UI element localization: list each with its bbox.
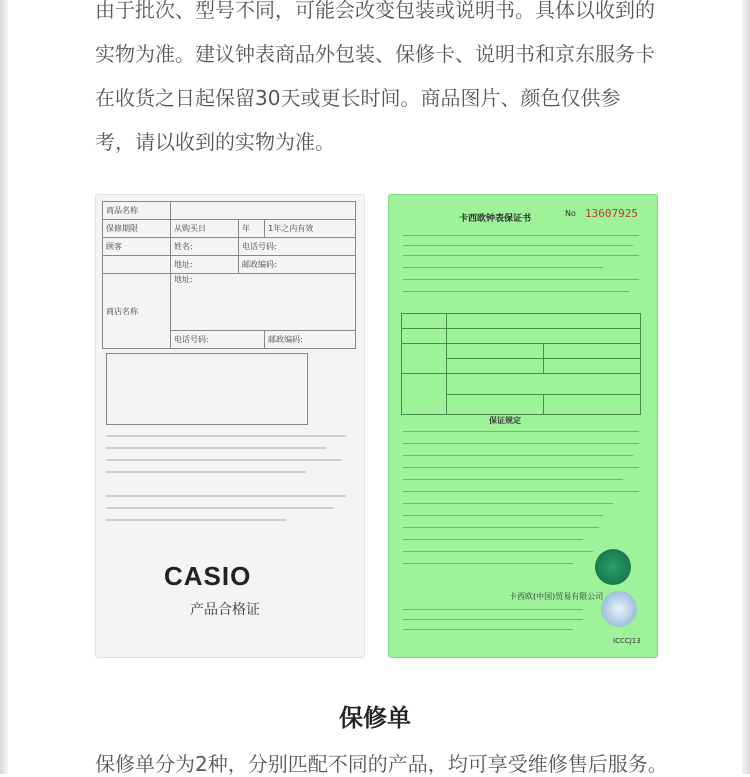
warranty-form-table	[401, 313, 641, 415]
intro-line: 考，请以收到的实物为准。	[95, 130, 335, 154]
table-cell	[171, 202, 356, 220]
printed-text-line	[403, 609, 583, 610]
table-cell: 年	[239, 220, 265, 238]
intro-paragraph	[95, 0, 670, 164]
printed-text-line	[403, 443, 639, 444]
table-cell	[402, 314, 447, 329]
faded-text-line	[106, 471, 306, 473]
table-cell: 邮政编码:	[265, 331, 356, 349]
table-cell	[402, 374, 447, 415]
printed-text-line	[403, 503, 613, 504]
hologram-sticker-icon	[601, 591, 637, 627]
hologram-seal-icon	[595, 549, 631, 585]
table-cell	[402, 344, 447, 374]
certificate-label: 产品合格证	[190, 602, 260, 618]
company-name: 卡西欧(中国)贸易有限公司	[509, 592, 604, 601]
printed-text-line	[403, 527, 599, 528]
faded-text-line	[106, 459, 342, 461]
table-cell	[447, 314, 641, 329]
right-frame-border	[742, 0, 750, 774]
casio-logo: CASIO	[164, 561, 252, 591]
warranty-card-title: 卡西欧钟表保证书	[459, 214, 532, 224]
warranty-rules-title: 保证规定	[489, 416, 521, 425]
printed-text-line	[403, 431, 639, 432]
printed-text-line	[403, 267, 603, 268]
table-cell	[103, 256, 171, 274]
casio-certificate-image	[95, 194, 365, 658]
faded-text-line	[106, 447, 326, 449]
printed-text-line	[403, 235, 639, 236]
section-caption: 保修单	[339, 704, 411, 732]
table-cell: 地址:	[171, 256, 239, 274]
printed-text-line	[403, 629, 573, 630]
intro-line: 由于批次、型号不同，可能会改变包装或说明书。具体以收到的	[95, 0, 655, 22]
table-cell: 商店名称	[103, 274, 171, 349]
printed-text-line	[403, 551, 593, 552]
printed-text-line	[403, 479, 623, 480]
table-cell	[447, 359, 544, 374]
table-cell: 地址:	[171, 274, 356, 331]
table-cell	[447, 329, 641, 344]
printed-text-line	[403, 563, 573, 564]
table-cell	[447, 344, 544, 359]
table-cell	[447, 394, 544, 415]
warranty-number: 13607925	[585, 207, 638, 220]
intro-line: 在收货之日起保留30天或更长时间。商品图片、颜色仅供参	[95, 86, 621, 110]
faded-text-line	[106, 435, 346, 437]
intro-line: 实物为准。建议钟表商品外包装、保修卡、说明书和京东服务卡	[95, 42, 655, 66]
footer-text: 保修单分为2种，分别匹配不同的产品，均可享受维修售后服务。	[95, 752, 668, 776]
certificate-table	[102, 201, 356, 349]
table-cell: 商品名称	[103, 202, 171, 220]
green-warranty-card-image	[388, 194, 658, 658]
printed-text-line	[403, 455, 633, 456]
faded-text-line	[106, 495, 346, 497]
printed-text-line	[403, 515, 603, 516]
table-cell	[544, 344, 641, 359]
left-frame-border	[0, 0, 8, 774]
table-cell: 顾客	[103, 238, 171, 256]
printed-text-line	[403, 491, 639, 492]
faded-text-line	[106, 507, 334, 509]
faded-text-line	[106, 519, 286, 521]
table-cell: 从购买日	[171, 220, 239, 238]
printed-text-line	[403, 291, 629, 292]
printed-text-line	[403, 279, 639, 280]
printed-text-line	[403, 619, 583, 620]
printed-text-line	[403, 255, 639, 256]
printed-text-line	[403, 245, 633, 246]
table-cell: 姓名:	[171, 238, 239, 256]
table-cell	[447, 374, 641, 395]
printed-text-line	[403, 467, 639, 468]
number-prefix: No	[565, 209, 576, 218]
table-cell	[544, 394, 641, 415]
table-cell: 1年之内有效	[265, 220, 356, 238]
card-code: ICCCJ13	[613, 637, 641, 645]
table-cell: 电话号码:	[239, 238, 356, 256]
table-cell: 保修期限	[103, 220, 171, 238]
table-cell: 邮政编码:	[239, 256, 356, 274]
printed-text-line	[403, 539, 583, 540]
table-cell: 电话号码:	[171, 331, 265, 349]
faded-print-box	[106, 353, 308, 425]
table-cell	[544, 359, 641, 374]
table-cell	[402, 329, 447, 344]
